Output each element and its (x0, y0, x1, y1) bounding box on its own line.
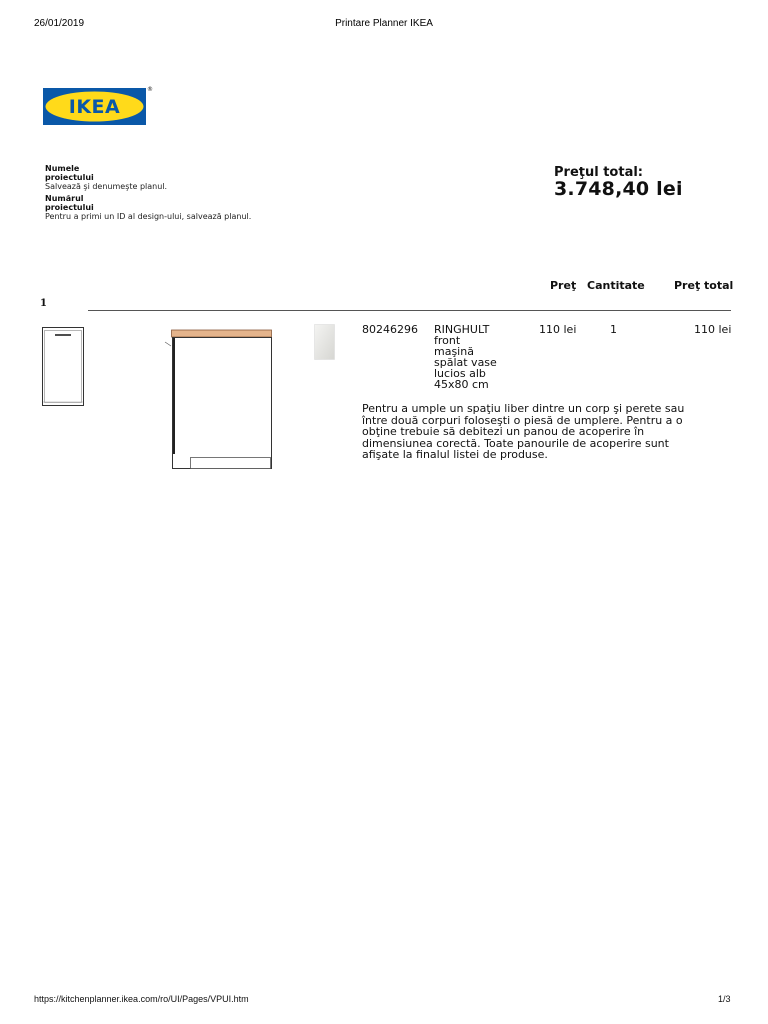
unit-price: 110 lei (539, 323, 577, 336)
group-number: 1 (40, 298, 47, 309)
product-name-line: lucios alb (434, 367, 486, 380)
project-name-label: Numele proiectului (45, 164, 94, 182)
col-header-quantity: Cantitate (587, 279, 645, 292)
table-divider (88, 310, 731, 311)
page-title: Printare Planner IKEA (335, 18, 433, 29)
product-name-line: maşină (434, 345, 474, 358)
print-date: 26/01/2019 (34, 18, 85, 29)
product-thumbnail (314, 324, 335, 360)
product-name-line: RINGHULT (434, 323, 490, 336)
article-number: 80246296 (362, 323, 418, 336)
total-price-value: 3.748,40 lei (554, 178, 683, 200)
page-url[interactable]: https://kitchenplanner.ikea.com/ro/UI/Pages/VPUI.htm (34, 994, 249, 1004)
quantity: 1 (610, 323, 617, 336)
page-number: 1/3 (718, 994, 731, 1004)
cabinet-front-drawing (40, 325, 86, 409)
project-number-hint: Pentru a primi un ID al design-ului, salvează planul. (45, 212, 252, 221)
product-name-line: front (434, 334, 461, 347)
col-header-total: Preţ total (674, 279, 734, 292)
total-price-label: Preţul total: (554, 165, 643, 180)
project-number-label: Numărul proiectului (45, 194, 94, 212)
col-header-price: Preţ (550, 279, 577, 292)
project-info (45, 164, 125, 182)
cabinet-side-drawing (163, 328, 275, 472)
product-name (434, 324, 514, 390)
product-name-line: spălat vase (434, 356, 497, 369)
product-description: Pentru a umple un spaţiu liber dintre un corp şi perete sau între două corpuri foloseşti o piesă de umplere. Pentru a o obţine trebuie să debitezi un panou de acoperire în dimensiunea corectă. Toate panourile de acoperire sunt afişate la finalul listei de produse. (362, 402, 685, 462)
logo-text: IKEA (68, 96, 121, 118)
product-name-line: 45x80 cm (434, 378, 489, 391)
registered-mark: ® (147, 86, 153, 93)
ikea-logo (43, 88, 146, 125)
project-name-hint: Salvează şi denumeşte planul. (45, 182, 168, 191)
line-total: 110 lei (694, 323, 732, 336)
